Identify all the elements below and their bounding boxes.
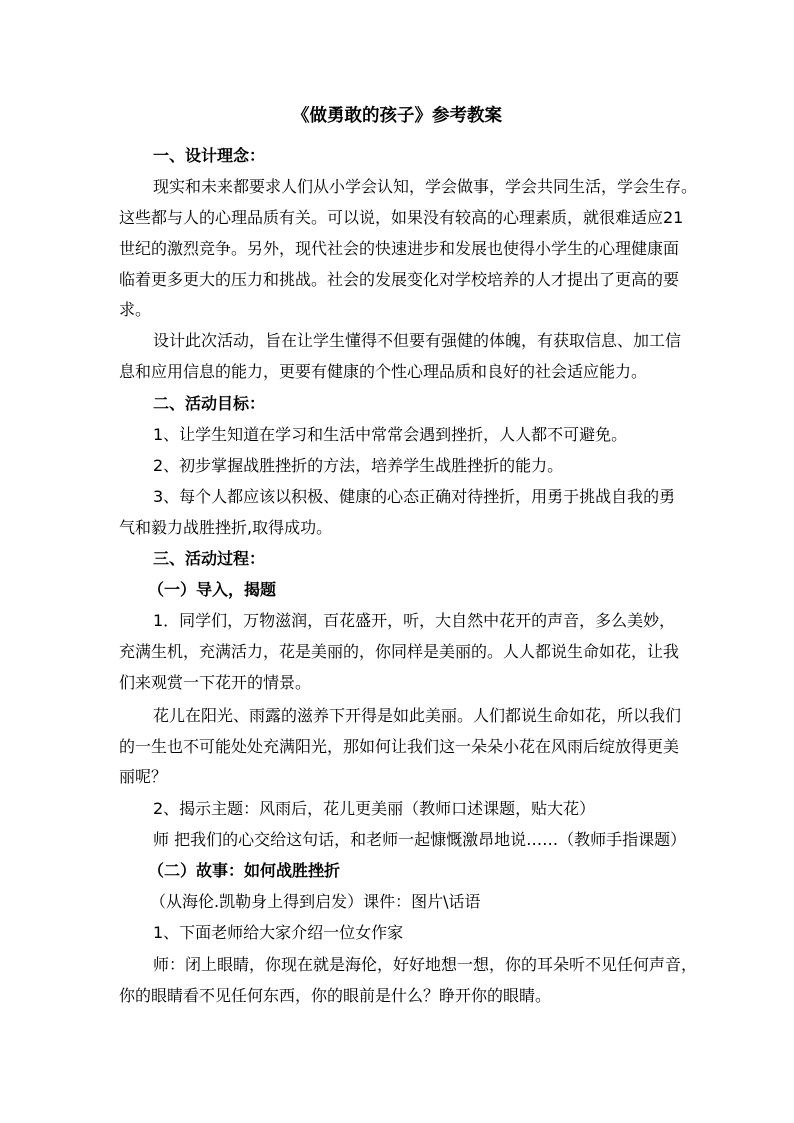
paragraph-line: 充满生机，充满活力，花是美丽的，你同样是美丽的。人人都说生命如花，让我 (119, 642, 680, 661)
paragraph-line: 师：闭上眼睛，你现在就是海伦，好好地想一想，你的耳朵听不见任何声音， (153, 955, 698, 974)
paragraph-line: 设计此次活动，旨在让学生懂得不但要有强健的体魄，有获取信息、加工信 (153, 331, 682, 350)
paragraph-line: 的一生也不可能处处充满阳光，那如何让我们这一朵朵小花在风雨后绽放得更美 (119, 737, 680, 756)
section-heading-design-concept: 一、设计理念： (153, 146, 266, 165)
paragraph-line: 1、下面老师给大家介绍一位女作家 (153, 923, 404, 942)
paragraph-line: 临着更多更大的压力和挑战。社会的发展变化对学校培养的人才提出了更高的要 (119, 270, 680, 289)
paragraph-line: （从海伦.凯勒身上得到启发）课件：图片\话语 (150, 892, 481, 911)
paragraph-line: 世纪的激烈竞争。另外，现代社会的快速进步和发展也使得小学生的心理健康面 (119, 239, 680, 258)
paragraph-line: 2、揭示主题：风雨后，花儿更美丽（教师口述课题，贴大花） (153, 799, 596, 818)
section-heading-activity-process: 三、活动过程： (153, 549, 266, 568)
subsection-heading-intro: （一）导入，揭题 (148, 580, 277, 599)
paragraph-line: 们来观赏一下花开的情景。 (119, 673, 312, 692)
paragraph-line: 丽呢？ (119, 767, 168, 786)
paragraph-line: 息和应用信息的能力，更要有健康的个性心理品质和良好的社会适应能力。 (119, 362, 648, 381)
list-item: 3、每个人都应该以积极、健康的心态正确对待挫折，用勇于挑战自我的勇 (153, 487, 676, 506)
subsection-heading-story: （二）故事：如何战胜挫折 (148, 861, 341, 880)
section-heading-activity-goals: 二、活动目标： (153, 394, 266, 413)
paragraph-line: 这些都与人的心理品质有关。可以说，如果没有较高的心理素质，就很难适应21 (119, 208, 684, 227)
paragraph-line: 求。 (119, 300, 152, 319)
list-item: 2、初步掌握战胜挫折的方法，培养学生战胜挫折的能力。 (153, 456, 564, 475)
paragraph-line: 你的眼睛看不见任何东西，你的眼前是什么？睁开你的眼睛。 (119, 986, 552, 1005)
paragraph-line: 师 把我们的心交给这句话，和老师一起慷慨激昂地说……（教师手指课题） (153, 830, 687, 849)
document-title: 《做勇敢的孩子》参考教案 (292, 106, 502, 126)
paragraph-line: 气和毅力战胜挫折,取得成功。 (119, 518, 333, 537)
paragraph-line: 现实和未来都要求人们从小学会认知，学会做事，学会共同生活，学会生存。 (153, 177, 698, 196)
paragraph-line: 1．同学们，万物滋润，百花盛开，听，大自然中花开的声音，多么美妙， (153, 611, 676, 630)
list-item: 1、让学生知道在学习和生活中常常会遇到挫折，人人都不可避免。 (153, 425, 628, 444)
paragraph-line: 花儿在阳光、雨露的滋养下开得是如此美丽。人们都说生命如花，所以我们 (153, 706, 682, 725)
